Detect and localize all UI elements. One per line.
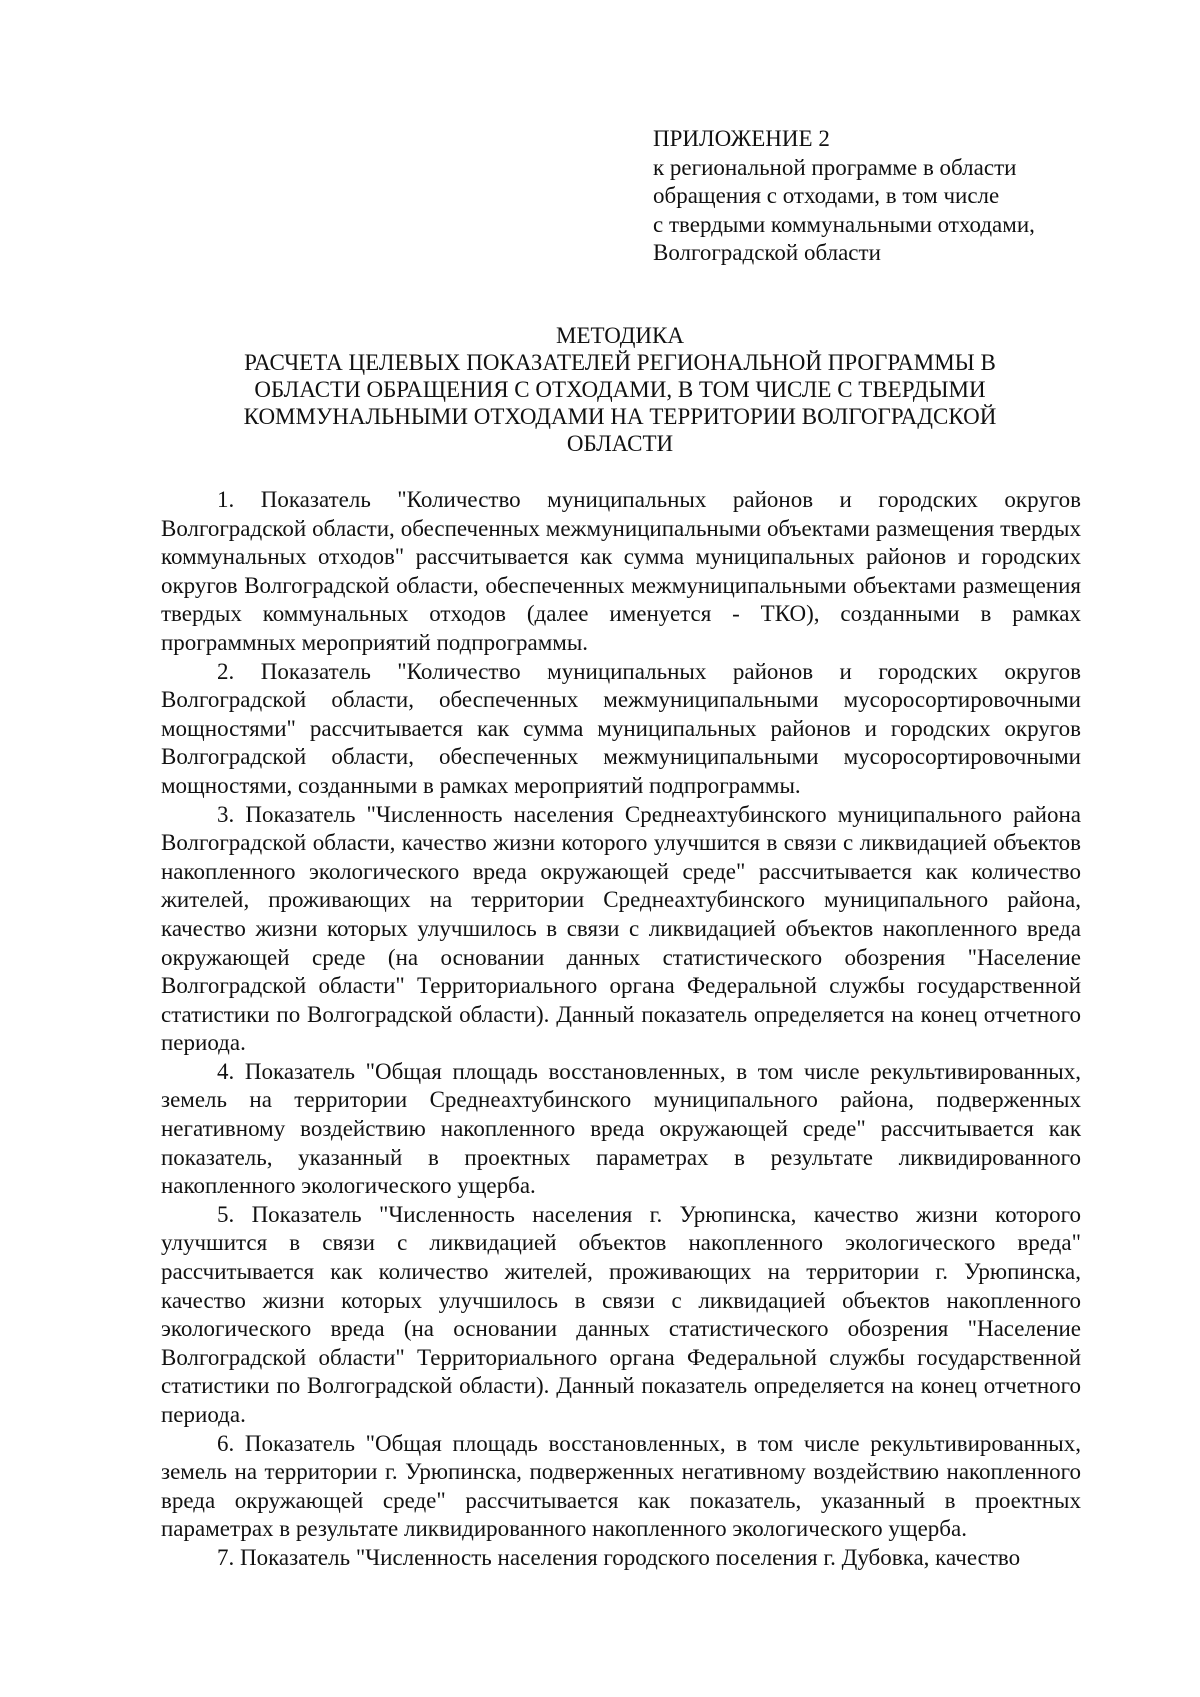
- annex-line: к региональной программе в области: [653, 154, 1017, 180]
- annex-line: Волгоградской области: [653, 240, 881, 265]
- paragraph-6: 6. Показатель "Общая площадь восстановленных, в том числе рекультивированных, земель на территории г. Урюпинска, подверженных негативному воздействию накопленного вреда окружающей среде" рассчитывается как показатель, указанный в проектных параметрах в результате ликвидированного накопленного экологического ущерба.: [161, 1430, 1081, 1542]
- paragraph-7: 7. Показатель "Численность населения городского поселения г. Дубовка, качество: [217, 1544, 1021, 1570]
- title-subtitle: РАСЧЕТА ЦЕЛЕВЫХ ПОКАЗАТЕЛЕЙ РЕГИОНАЛЬНОЙ ПРОГРАММЫ В ОБЛАСТИ ОБРАЩЕНИЯ С ОТХОДАМИ, В ТОМ ЧИСЛЕ С ТВЕРДЫМИ КОММУНАЛЬНЫМИ ОТХОДАМИ НА ТЕРРИТОРИИ ВОЛГОГРАДСКОЙ ОБЛАСТИ: [243, 350, 997, 456]
- paragraph-2: 2. Показатель "Количество муниципальных районов и городских округов Волгоградской области, обеспеченных межмуниципальными мусоросортировочными мощностями" рассчитывается как сумма муниципальных районов и городских округов Волгоградской области, обеспеченных межмуниципальными мусоросортировочными мощностями, созданными в рамках мероприятий подпрограммы.: [161, 658, 1081, 798]
- document-body: [161, 486, 1081, 1573]
- paragraph-5: 5. Показатель "Численность населения г. Урюпинска, качество жизни которого улучшится в связи с ликвидацией объектов накопленного экологического вреда" рассчитывается как количество жителей, проживающих на территории г. Урюпинска, качество жизни которых улучшилось в связи с ликвидацией объектов накопленного экологического вреда (на основании данных статистического обозрения "Население Волгоградской области" Территориального органа Федеральной службы государственной статистики по Волгоградской области). Данный показатель определяется на конец отчетного периода.: [161, 1201, 1081, 1427]
- paragraph-4: 4. Показатель "Общая площадь восстановленных, в том числе рекультивированных, земель на территории Среднеахтубинского муниципального района, подверженных негативному воздействию накопленного вреда окружающей среде" рассчитывается как показатель, указанный в проектных параметрах в результате ликвидированного накопленного экологического ущерба.: [161, 1058, 1081, 1199]
- annex-header: [653, 125, 1123, 268]
- annex-line: обращения с отходами, в том числе: [653, 183, 1000, 208]
- title-method: МЕТОДИКА: [556, 323, 684, 348]
- paragraph-1: 1. Показатель "Количество муниципальных районов и городских округов Волгоградской области, обеспеченных межмуниципальными объектами размещения твердых коммунальных отходов" рассчитывается как сумма муниципальных районов и городских округов Волгоградской области, обеспеченных межмуниципальными объектами размещения твердых коммунальных отходов (далее именуется - ТКО), созданными в рамках программных мероприятий подпрограммы.: [161, 487, 1081, 655]
- paragraph-3: 3. Показатель "Численность населения Среднеахтубинского муниципального района Волгоградской области, качество жизни которого улучшится в связи с ликвидацией объектов накопленного экологического вреда окружающей среде" рассчитывается как количество жителей, проживающих на территории Среднеахтубинского муниципального района, качество жизни которых улучшилось в связи с ликвидацией объектов накопленного вреда окружающей среде (на основании данных статистического обозрения "Население Волгоградской области" Территориального органа Федеральной службы государственной статистики по Волгоградской области). Данный показатель определяется на конец отчетного периода.: [161, 801, 1081, 1056]
- annex-line: с твердыми коммунальными отходами,: [653, 211, 1035, 237]
- document-title: [160, 322, 1080, 457]
- annex-heading: ПРИЛОЖЕНИЕ 2: [653, 126, 830, 151]
